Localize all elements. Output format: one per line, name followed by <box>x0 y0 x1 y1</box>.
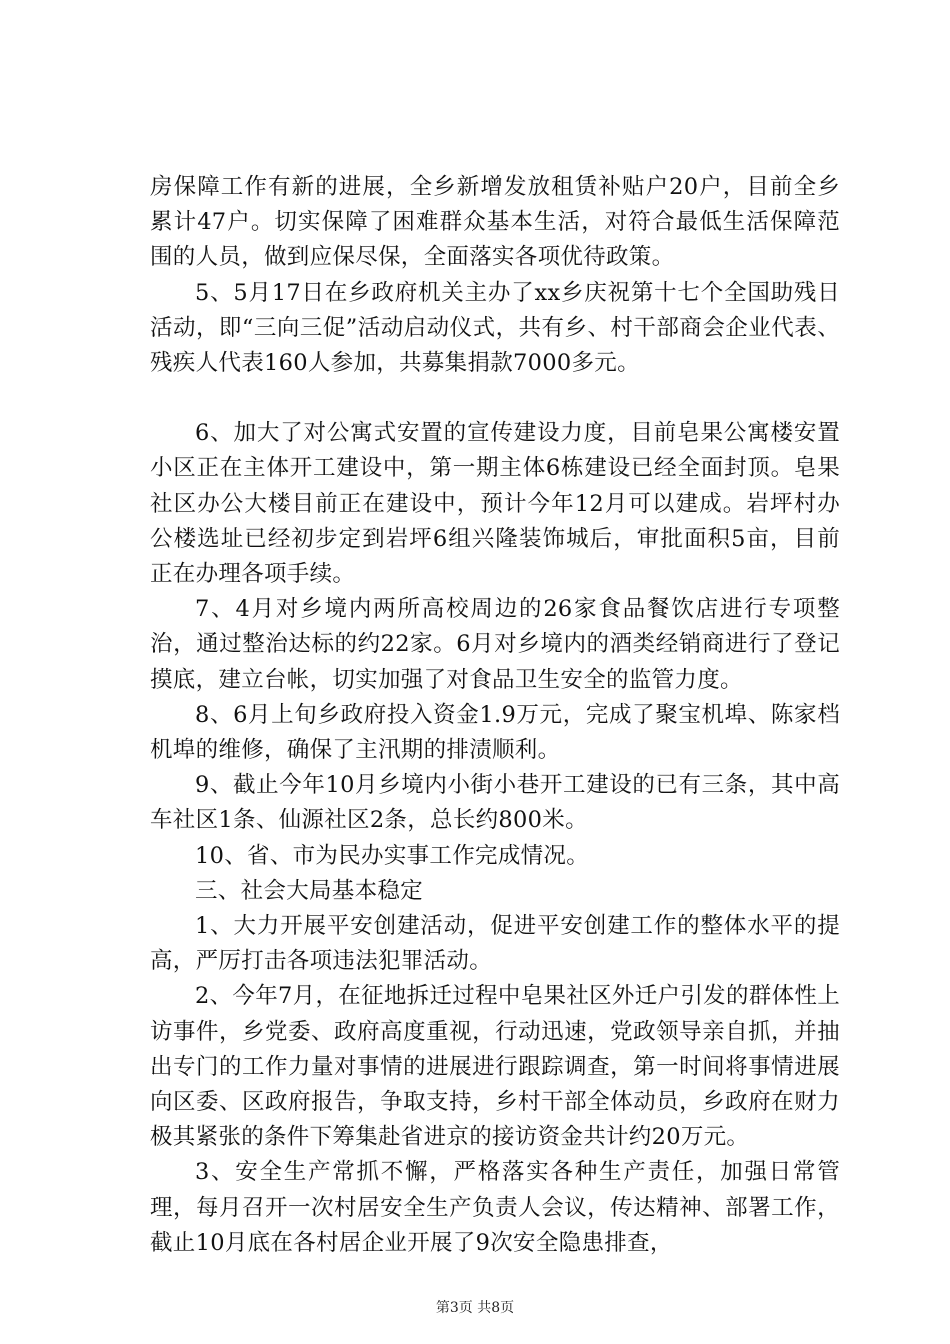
paragraph-stability-2: 2、今年7月，在征地拆迁过程中皂果社区外迁户引发的群体性上访事件，乡党委、政府高度重视，行动迅速，党政领导亲自抓，并抽出专门的工作力量对事情的进展进行跟踪调查，第一时间将事情进展向区委、区政府报告，争取支持，乡村干部全体动员，乡政府在财力极其紧张的条件下筹集赴省进京的接访资金共计约20万元。 <box>150 983 840 1151</box>
section-heading-3: 三、社会大局基本稳定 <box>195 877 424 904</box>
document-body <box>150 170 840 1261</box>
paragraph-stability-1: 1、大力开展平安创建活动，促进平安创建工作的整体水平的提高，严厉打击各项违法犯罪活动。 <box>150 913 840 975</box>
page-footer: 第3页 共8页 <box>435 1300 515 1316</box>
paragraph-stability-3: 3、安全生产常抓不懈，严格落实各种生产责任，加强日常管理，每月召开一次村居安全生产负责人会议，传达精神、部署工作，截止10月底在各村居企业开展了9次安全隐患排查， <box>150 1159 840 1256</box>
paragraph-housing-continued: 房保障工作有新的进展，全乡新增发放租赁补贴户20户，目前全乡累计47户。切实保障了困难群众基本生活，对符合最低生活保障范围的人员，做到应保尽保，全面落实各项优待政策。 <box>150 174 840 271</box>
paragraph-item-7: 7、4月对乡境内两所高校周边的26家食品餐饮店进行专项整治，通过整治达标的约22家。6月对乡境内的酒类经销商进行了登记摸底，建立台帐，切实加强了对食品卫生安全的监管力度。 <box>150 596 840 693</box>
paragraph-item-6: 6、加大了对公寓式安置的宣传建设力度，目前皂果公寓楼安置小区正在主体开工建设中，第一期主体6栋建设已经全面封顶。皂果社区办公大楼目前正在建设中，预计今年12月可以建成。岩坪村办公楼选址已经初步定到岩坪6组兴隆装饰城后，审批面积5亩，目前正在办理各项手续。 <box>150 420 840 588</box>
paragraph-item-5: 5、5月17日在乡政府机关主办了xx乡庆祝第十七个全国助残日活动，即“三向三促”活动启动仪式，共有乡、村干部商会企业代表、残疾人代表160人参加，共募集捐款7000多元。 <box>150 279 840 377</box>
blank-line <box>150 381 840 416</box>
paragraph-item-9: 9、截止今年10月乡境内小街小巷开工建设的已有三条，其中高车社区1条、仙源社区2条，总长约800米。 <box>150 772 840 834</box>
paragraph-item-10: 10、省、市为民办实事工作完成情况。 <box>195 842 590 869</box>
paragraph-item-8: 8、6月上旬乡政府投入资金1.9万元，完成了聚宝机埠、陈家档机埠的维修，确保了主汛期的排渍顺利。 <box>150 701 840 764</box>
